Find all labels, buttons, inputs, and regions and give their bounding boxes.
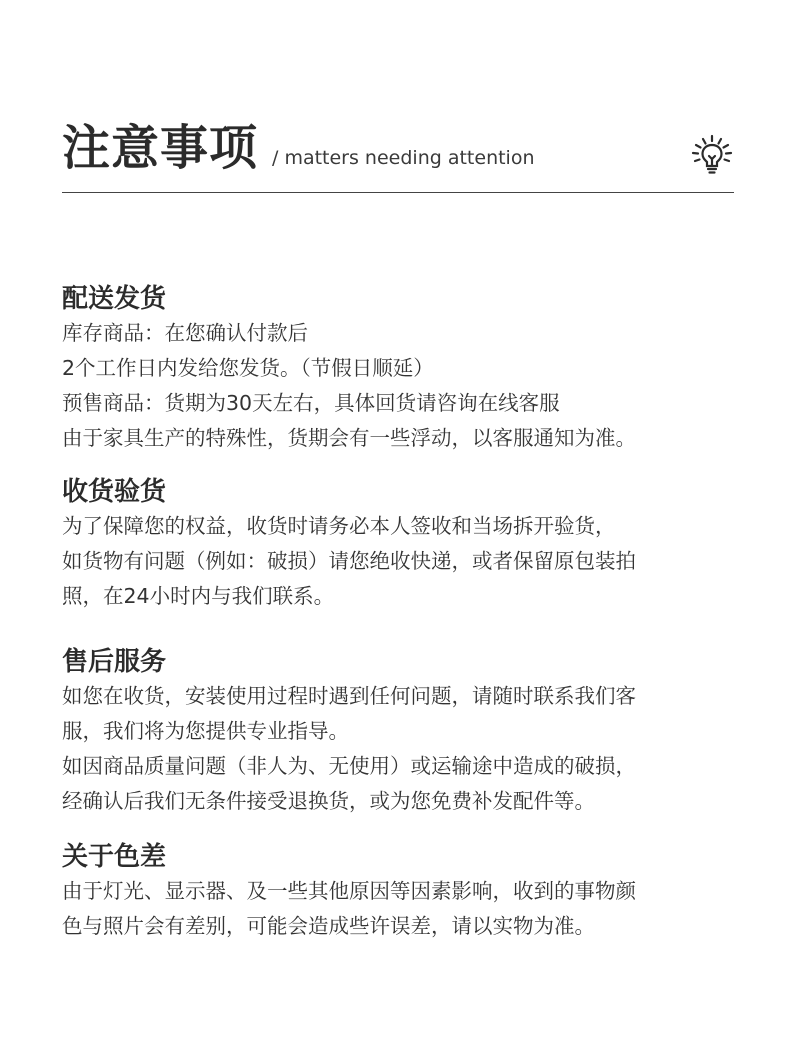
page-title: 注意事项 <box>62 120 259 176</box>
section-after-sales <box>62 645 742 819</box>
section-text-line: 服，我们将为您提供专业指导。 <box>62 719 349 743</box>
section-text-line: 如因商品质量问题（非人为、无使用）或运输途中造成的破损， <box>62 754 636 778</box>
section-title: 售后服务 <box>62 647 167 677</box>
section-text-line: 经确认后我们无条件接受退换货，或为您免费补发配件等。 <box>62 789 595 813</box>
section-color-difference <box>62 840 742 944</box>
section-text-line: 照，在24小时内与我们联系。 <box>62 584 335 608</box>
section-text-line: 2个工作日内发给您发货。（节假日顺延） <box>62 356 434 380</box>
section-text-line: 库存商品：在您确认付款后 <box>62 321 308 345</box>
page-header <box>62 112 734 193</box>
section-title: 收货验货 <box>62 477 167 507</box>
section-title: 配送发货 <box>62 284 167 314</box>
section-shipping <box>62 282 742 456</box>
section-text-line: 预售商品：货期为30天左右，具体回货请咨询在线客服 <box>62 391 560 415</box>
section-text-line: 如您在收货，安装使用过程时遇到任何问题，请随时联系我们客 <box>62 684 636 708</box>
lightbulb-icon <box>690 134 734 178</box>
section-text-line: 色与照片会有差别，可能会造成些许误差，请以实物为准。 <box>62 914 595 938</box>
section-title: 关于色差 <box>62 842 167 872</box>
section-text-line: 为了保障您的权益，收货时请务必本人签收和当场拆开验货， <box>62 514 616 538</box>
section-text-line: 由于灯光、显示器、及一些其他原因等因素影响，收到的事物颜 <box>62 879 636 903</box>
section-receiving <box>62 475 742 614</box>
page-subtitle: / matters needing attention <box>272 147 535 169</box>
section-text-line: 由于家具生产的特殊性，货期会有一些浮动，以客服通知为准。 <box>62 426 636 450</box>
section-text-line: 如货物有问题（例如：破损）请您绝收快递，或者保留原包装拍 <box>62 549 636 573</box>
